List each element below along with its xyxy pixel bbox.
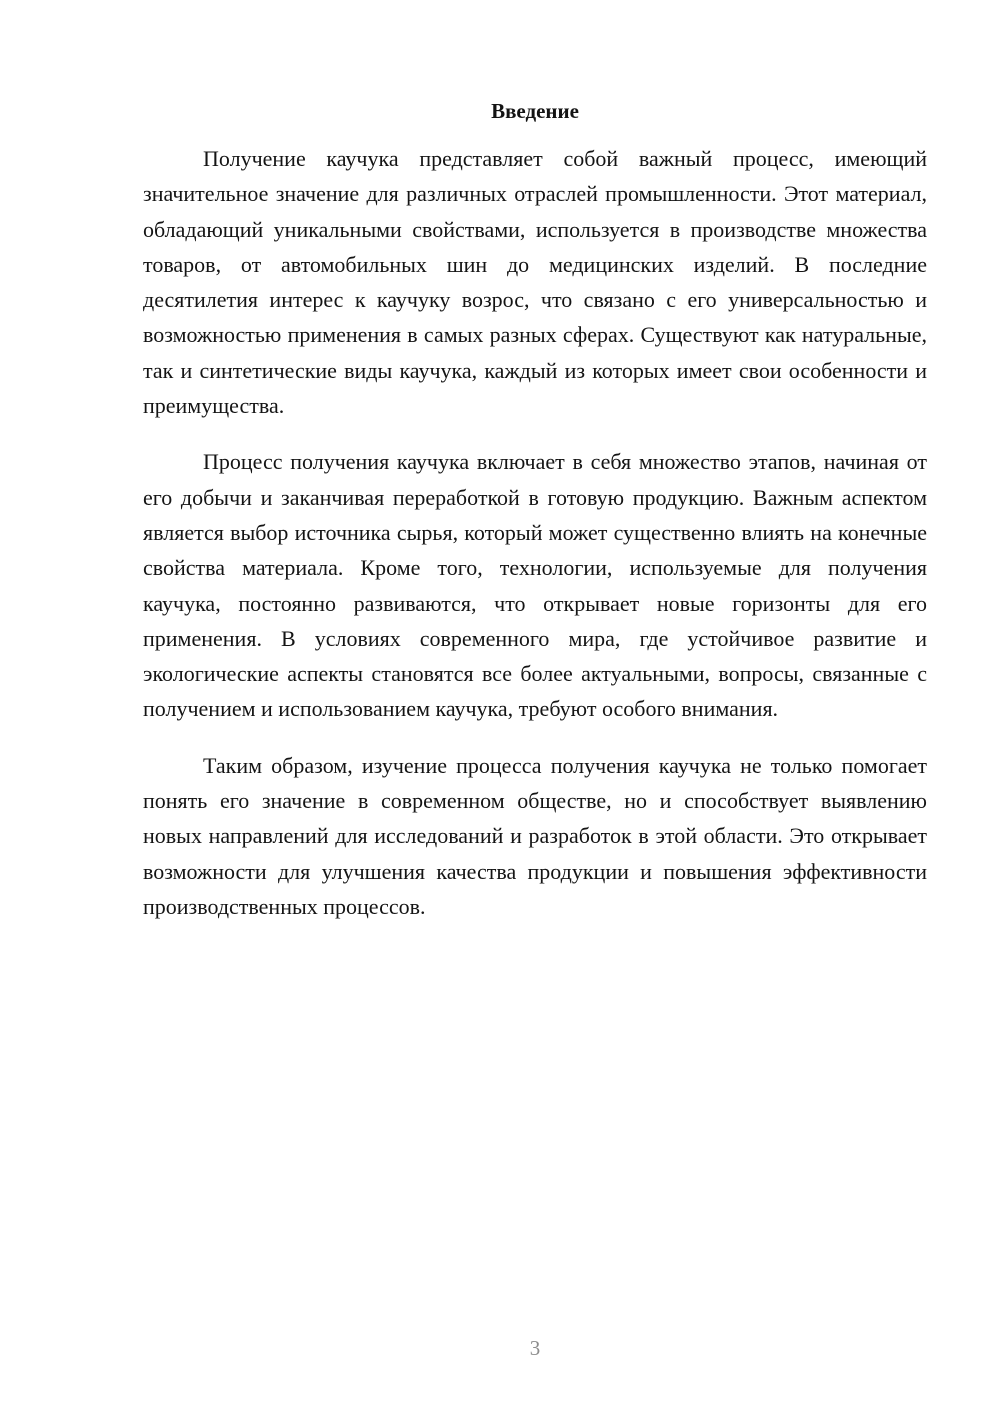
document-title: Введение [491, 99, 579, 123]
document-body [143, 141, 927, 945]
paragraph-1: Получение каучука представляет собой важный процесс, имеющий значительное значение для различных отраслей промышленности. Этот материал, обладающий уникальными свойствами, используется в производстве множества товаров, от автомобильных шин до медицинских изделий. В последние десятилетия интерес к каучуку возрос, что связано с его универсальностью и возможностью применения в самых разных сферах. Существуют как натуральные, так и синтетические виды каучука, каждый из которых имеет свои особенности и преимущества. [143, 146, 927, 419]
paragraph-2: Процесс получения каучука включает в себя множество этапов, начиная от его добычи и заканчивая переработкой в готовую продукцию. Важным аспектом является выбор источника сырья, который может существенно влиять на конечные свойства материала. Кроме того, технологии, используемые для получения каучука, постоянно развиваются, что открывает новые горизонты для его применения. В условиях современного мира, где устойчивое развитие и экологические аспекты становятся все более актуальными, вопросы, связанные с получением и использованием каучука, требуют особого внимания. [143, 449, 927, 722]
page-number: 3 [529, 1336, 541, 1360]
paragraph-3: Таким образом, изучение процесса получения каучука не только помогает понять его значение в современном обществе, но и способствует выявлению новых направлений для исследований и разработок в этой области. Это открывает возможности для улучшения качества продукции и повышения эффективности производственных процессов. [143, 752, 927, 919]
